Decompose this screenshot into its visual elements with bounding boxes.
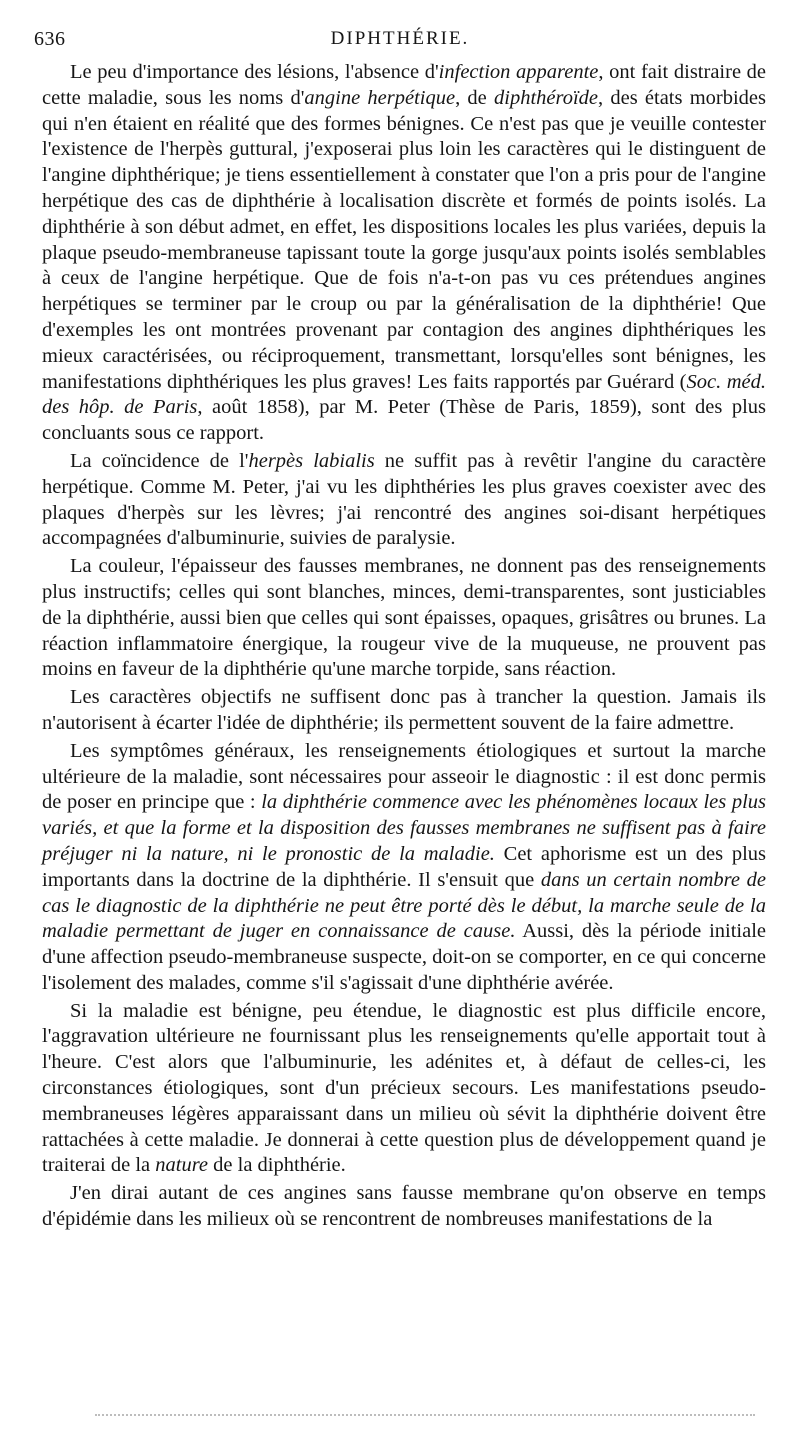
italic-text: herpès labialis [248, 449, 375, 472]
italic-text: la diphthérie commence avec les phénomènes locaux les plus variés, et que la forme et la disposition des fausses membranes ne suffisent pas à faire préjuger ni la nature, ni le pronostic de la maladie. [42, 791, 767, 865]
page-header [34, 28, 766, 54]
italic-text: Soc. méd. des hôp. de Paris [42, 370, 766, 419]
running-title: DIPHTHÉRIE. [330, 28, 470, 49]
paragraph-6 [42, 999, 766, 1180]
italic-text: nature [155, 1154, 209, 1177]
paragraph-2 [42, 449, 766, 552]
italic-text: diphthéroïde [494, 86, 599, 109]
text-run: Si la maladie est bénigne, peu étendue, le diagnostic est plus difficile encore, l'aggravation ultérieure ne fournissant plus les renseignements qu'elle apportait tout à l'heure. C'est alors que l'albuminurie, les adénites et, à défaut de celles-ci, les circonstances étiologiques, sont d'un précieux secours. Les manifestations pseudo-membraneuses légères apparaissant dans un milieu où sévit la diphthérie doivent être rattachées à cette maladie. Je donnerai à cette question plus de développement quand je traiterai de la [42, 999, 766, 1177]
text-run: , ont fait distraire de cette maladie, sous les noms d' [42, 61, 767, 109]
text-run: ne suffit pas à revêtir l'angine du caractère herpétique. Comme M. Peter, j'ai vu les diphthéries les plus graves coexister avec des plaques d'herpès sur les lèvres; j'ai rencontré des angines soi-disant herpétiques accompagnées d'albuminurie, suivies de paralysie. [42, 449, 766, 550]
text-run: J'en dirai autant de ces angines sans fausse membrane qu'on observe en temps d'épidémie dans les milieux où se rencontrent de nombreuses manifestations de la [42, 1182, 766, 1231]
text-run: Aussi, dès la période initiale d'une affection pseudo-membraneuse suspecte, doit-on se comporter, en ce qui concerne l'isolement des malades, comme s'il s'agissait d'une diphthérie avérée. [42, 920, 766, 994]
text-run: , de [455, 86, 494, 109]
paragraph-3 [42, 554, 766, 683]
text-run: La couleur, l'épaisseur des fausses membranes, ne donnent pas des renseignements plus instructifs; celles qui sont blanches, minces, demi-transparentes, sont justiciables de la diphthérie, aussi bien que celles qui sont épaisses, opaques, grisâtres ou brunes. La réaction inflammatoire énergique, la rougeur vive de la muqueuse, ne prouvent pas moins en faveur de la diphthérie qu'une marche torpide, sans réaction. [42, 555, 766, 681]
paragraph-5 [42, 739, 766, 997]
bottom-bleedthrough-line [95, 1414, 755, 1416]
italic-text: angine herpétique [304, 86, 456, 109]
paragraph-1 [42, 60, 766, 447]
text-run: Les caractères objectifs ne suffisent donc pas à trancher la question. Jamais ils n'autorisent à écarter l'idée de diphthérie; ils permettent souvent de la faire admettre. [42, 686, 766, 734]
italic-text: infection apparente [438, 61, 599, 83]
italic-text: dans un certain nombre de cas le diagnostic de la diphthérie ne peut être porté dès le début, la marche seule de la maladie permettant de juger en connaissance de cause. [42, 868, 766, 943]
text-run: Les symptômes généraux, les renseignements étiologiques et surtout la marche ultérieure de la maladie, sont nécessaires pour asseoir le diagnostic : il est donc permis de poser en principe que : [42, 739, 766, 814]
text-run: , des états morbides qui n'en étaient en réalité que des formes bénignes. Ce n'est pas que je veuille contester l'existence de l'herpès guttural, j'exposerai plus loin les caractères qui le distinguent de l'angine diphthérique; je tiens essentiellement à constater que l'on a pris pour de l'angine herpétique des cas de diphthérie à localisation discrète et formés de points isolés. La diphthérie à son début admet, en effet, les dispositions locales les plus variées, depuis la plaque pseudo-membraneuse tapissant toute la gorge jusqu'aux points isolés semblables à ceux de l'angine herpétique. Que de fois n'a-t-on pas vu ces prétendues angines herpétiques se terminer par le croup ou par la généralisation de la diphthérie! Que d'exemples les ont montrées provenant par contagion des angines diphthériques les mieux caractérisées, ou réciproquement, transmettant, lorsqu'elles sont bénignes, les manifestations diphthériques les plus graves! Les faits rapportés par Guérard ( [42, 86, 766, 393]
body-text [42, 60, 766, 1233]
page-number: 636 [34, 28, 66, 50]
text-run: Cet aphorisme est un des plus importants dans la doctrine de la diphthérie. Il s'ensuit que [42, 842, 766, 891]
text-run: Le peu d'importance des lésions, l'absence d' [70, 61, 439, 83]
paragraph-7 [42, 1181, 766, 1233]
text-run: , août 1858), par M. Peter (Thèse de Paris, 1859), sont des plus concluants sous ce rapport. [42, 396, 766, 445]
paragraph-4 [42, 685, 766, 737]
text-run: de la diphthérie. [208, 1154, 346, 1177]
text-run: La coïncidence de l' [70, 449, 249, 472]
